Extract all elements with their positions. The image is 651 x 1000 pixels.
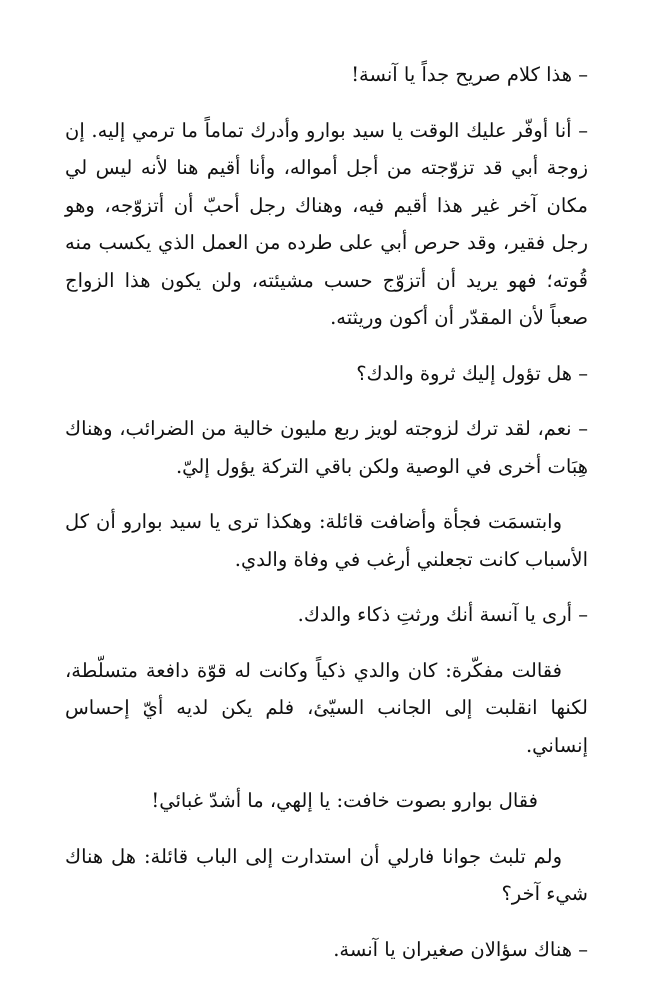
paragraph-1: – هذا كلام صريح جداً يا آنسة! [351,63,588,86]
paragraph-8: فقال بوارو بصوت خافت: يا إلهي، ما أشدّ غبائي! [151,789,538,812]
paragraph-3: – هل تؤول إليك ثروة والدك؟ [356,361,588,385]
paragraph-2: – أنا أوفّر عليك الوقت يا سيد بوارو وأدرك تماماً ما ترمي إليه. إن زوجة أبي قد تزوّجته من أجل أمواله، وأنا أقيم هنا لأنه ليس لي مكان آخر غير هذا أقيم فيه، وهناك رجل أحبّ أن أتزوّجه، وهو رجل فقير، وقد حرص أبي على طرده من العمل الذي يكسب منه قُوته؛ فهو يريد أن أتزوّج حسب مشيئته، ولن يكون هذا الزواج صعباً لأن المقدّر أن أكون وريثته. [65,118,588,329]
paragraph-9: ولم تلبث جوانا فارلي أن استدارت إلى الباب قائلة: هل هناك شيء آخر؟ [65,844,588,905]
paragraph-10: – هناك سؤالان صغيران يا آنسة. [333,937,588,961]
book-page [65,56,588,986]
paragraph-5: وابتسمَت فجأة وأضافت قائلة: وهكذا ترى يا سيد بوارو أن كل الأسباب كانت تجعلني أرغب في وفاة والدي. [65,510,588,571]
paragraph-7: فقالت مفكّرة: كان والدي ذكياً وكانت له قوّة دافعة متسلّطة، لكنها انقلبت إلى الجانب السيّئ، فلم يكن لديه أيّ إحساس إنساني. [65,658,588,757]
paragraph-4: – نعم، لقد ترك لزوجته لويز ربع مليون خالية من الضرائب، وهناك هِبَات أخرى في الوصية ولكن باقي التركة يؤول إليّ. [65,417,588,478]
paragraph-6: – أرى يا آنسة أنك ورثتِ ذكاء والدك. [297,603,588,626]
